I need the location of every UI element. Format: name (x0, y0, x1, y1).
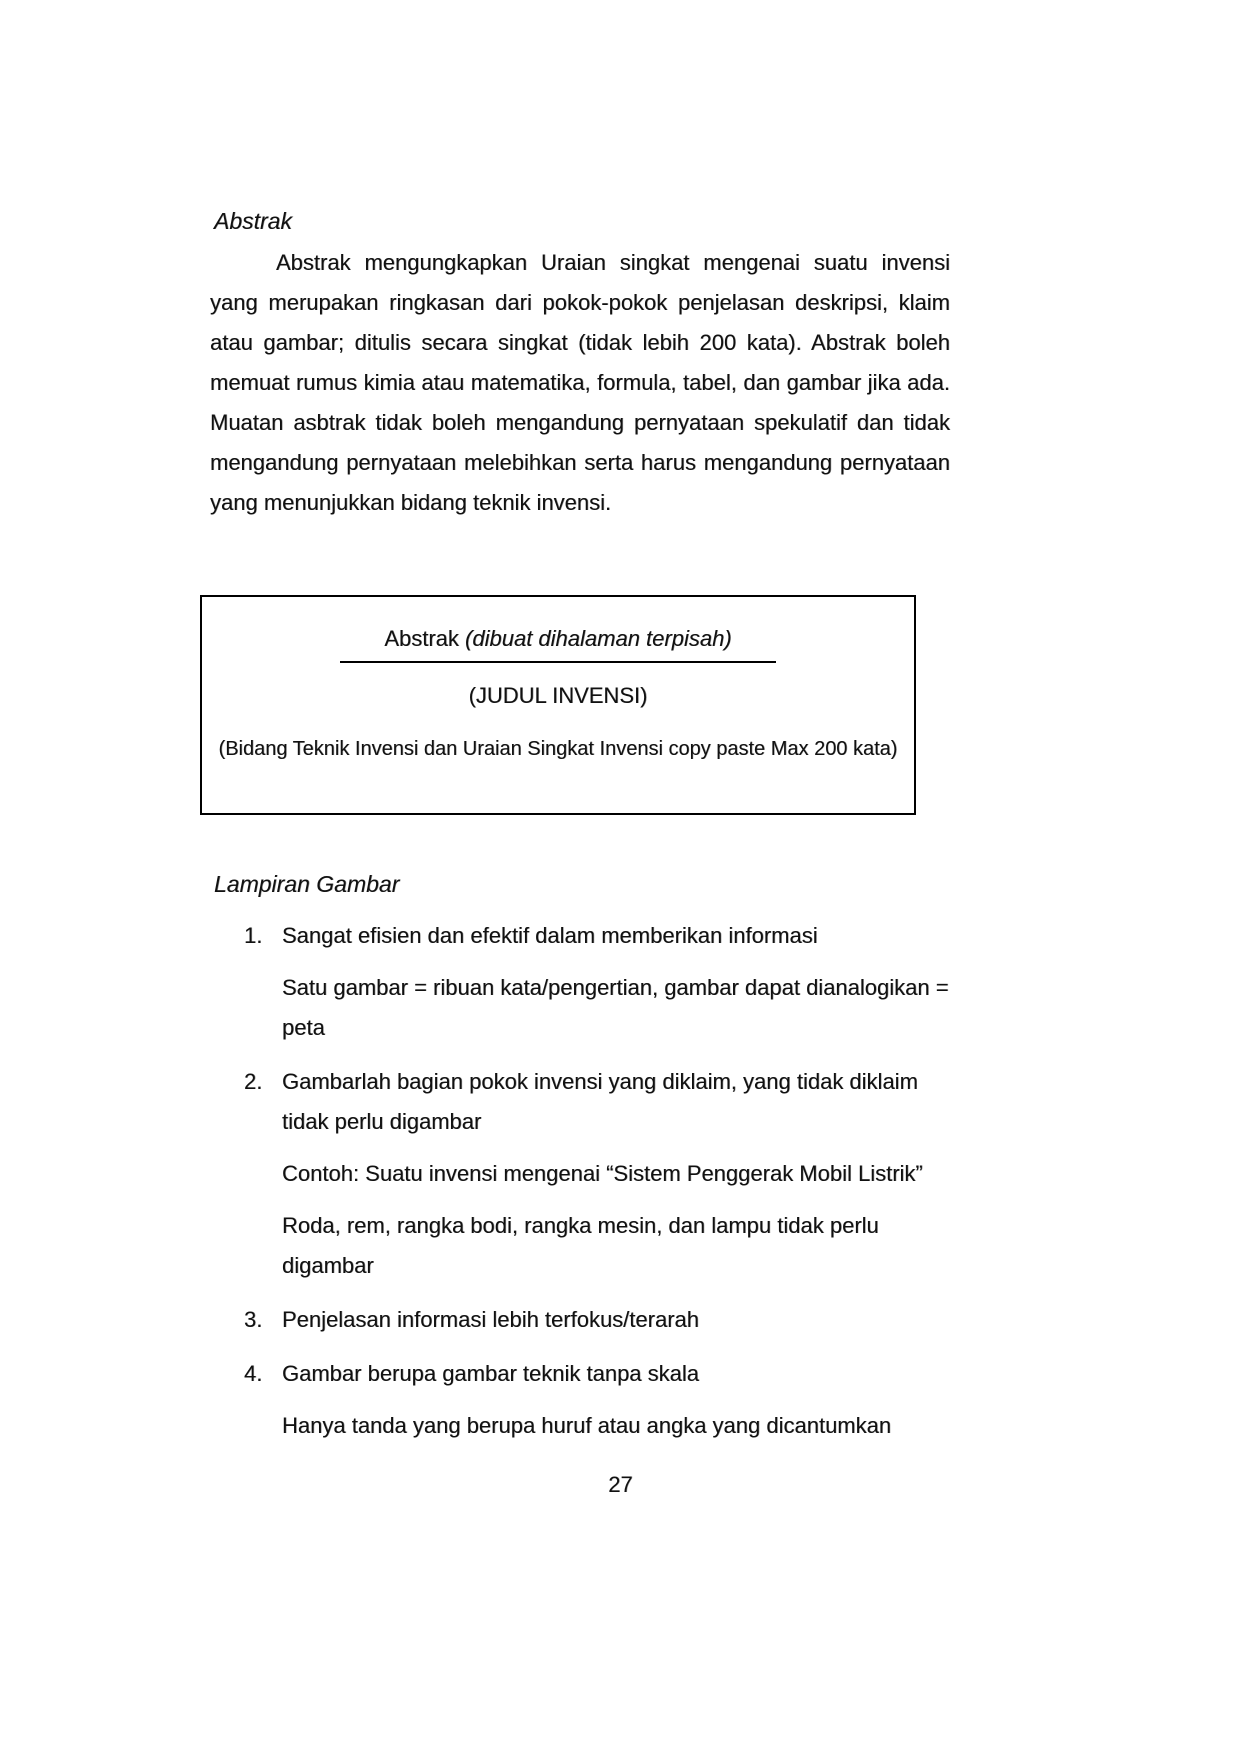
lampiran-gambar-list (210, 916, 950, 1446)
box-title-plain: Abstrak (384, 626, 459, 651)
box-bidang-teknik-line: (Bidang Teknik Invensi dan Uraian Singkat Invensi copy paste Max 200 kata) (218, 738, 898, 760)
item-number: 1. (244, 923, 263, 948)
list-item-1 (210, 916, 950, 956)
list-item-4 (210, 1354, 950, 1394)
abstrak-info-box (200, 595, 916, 815)
page-content (210, 208, 950, 1446)
item-number: 3. (244, 1307, 263, 1332)
heading-abstrak: Abstrak (214, 208, 292, 234)
sub-paragraph: Satu gambar = ribuan kata/pengertian, gambar dapat dianalogikan = peta (282, 975, 949, 1040)
sub-paragraph: Contoh: Suatu invensi mengenai “Sistem Penggerak Mobil Listrik” (282, 1161, 923, 1186)
paragraph-abstrak: Abstrak mengungkapkan Uraian singkat mengenai suatu invensi yang merupakan ringkasan dari pokok-pokok penjelasan deskripsi, klaim atau gambar; ditulis secara singkat (tidak lebih 200 kata). Abstrak boleh memuat rumus kimia atau matematika, formula, tabel, dan gambar jika ada. Muatan asbtrak tidak boleh mengandung pernyataan spekulatif dan tidak mengandung pernyataan melebihkan serta harus mengandung pernyataan yang menunjukkan bidang teknik invensi. (210, 250, 950, 515)
sub-paragraph: Hanya tanda yang berupa huruf atau angka yang dicantumkan (282, 1413, 892, 1438)
heading-lampiran-gambar: Lampiran Gambar (214, 871, 400, 897)
box-title-line (202, 619, 914, 663)
box-judul-invensi-line: (JUDUL INVENSI) (468, 683, 648, 708)
box-title-italic: (dibuat dihalaman terpisah) (465, 626, 732, 651)
item-number: 2. (244, 1069, 263, 1094)
item-text: Penjelasan informasi lebih terfokus/terarah (282, 1307, 700, 1332)
list-item-3 (210, 1300, 950, 1340)
page-number: 27 (608, 1472, 633, 1497)
item-text: Gambar berupa gambar teknik tanpa skala (282, 1361, 700, 1386)
sub-paragraph: Roda, rem, rangka bodi, rangka mesin, dan lampu tidak perlu digambar (282, 1213, 879, 1278)
item-number: 4. (244, 1361, 263, 1386)
box-title-underline (340, 619, 775, 663)
item-text: Sangat efisien dan efektif dalam memberikan informasi (282, 923, 818, 948)
list-item-2 (210, 1062, 950, 1142)
item-text: Gambarlah bagian pokok invensi yang diklaim, yang tidak diklaim tidak perlu digambar (282, 1069, 918, 1134)
